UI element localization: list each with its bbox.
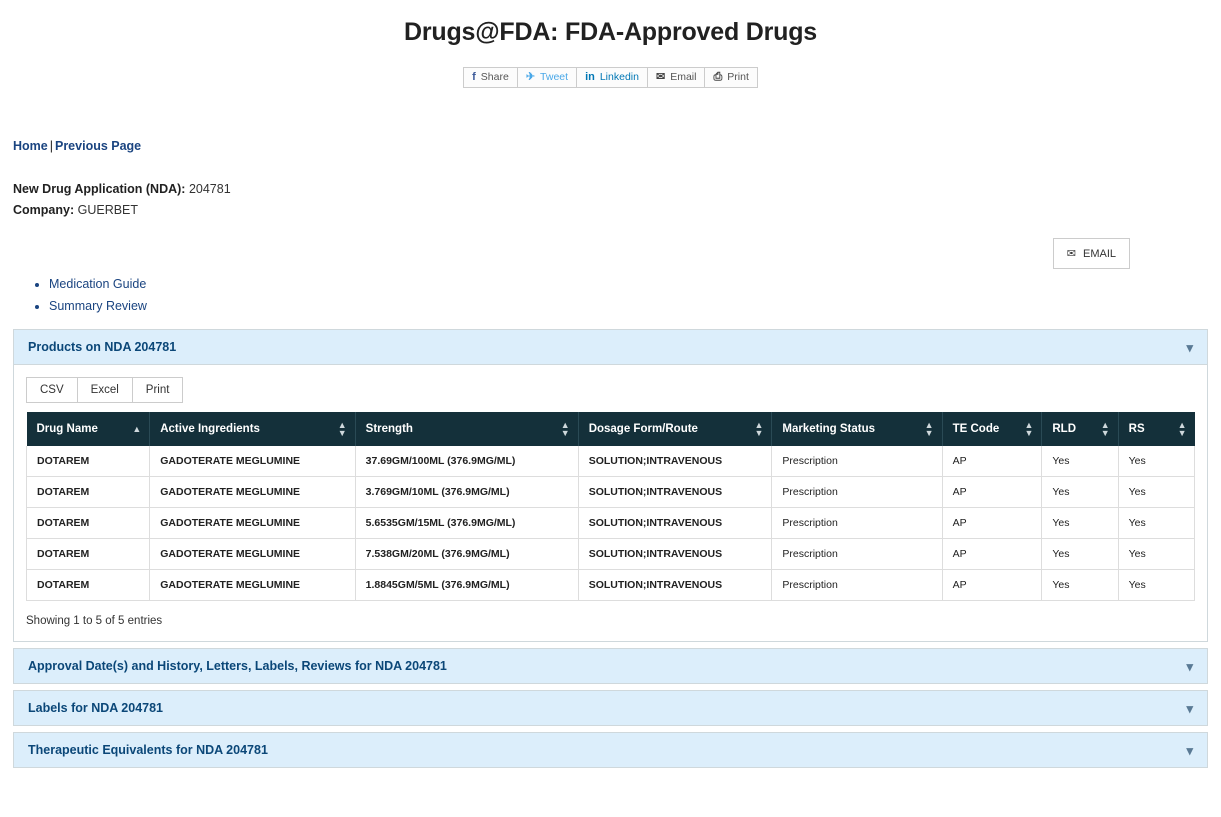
cell-rld: Yes: [1042, 446, 1118, 477]
column-label: RLD: [1052, 423, 1076, 435]
column-header-active-ingredients[interactable]: [150, 412, 355, 446]
products-panel-header[interactable]: [14, 330, 1207, 365]
cell-rs: Yes: [1118, 477, 1194, 508]
cell-dosage-form-route: SOLUTION;INTRAVENOUS: [578, 570, 772, 601]
table-header-row: [27, 412, 1195, 446]
sort-icon: ▲ ▼: [924, 420, 934, 438]
therapeutic-equivalents-panel: [13, 732, 1208, 768]
cell-te-code: AP: [942, 477, 1042, 508]
column-header-rs[interactable]: [1118, 412, 1194, 446]
cell-rld: Yes: [1042, 539, 1118, 570]
cell-dosage-form-route: SOLUTION;INTRAVENOUS: [578, 539, 772, 570]
table-entries-info: Showing 1 to 5 of 5 entries: [26, 615, 163, 627]
main-content: [0, 139, 1221, 768]
company-value: GUERBET: [77, 203, 139, 217]
products-table-body: [27, 446, 1195, 601]
labels-panel-header[interactable]: [14, 691, 1207, 725]
print-icon: ⎙: [713, 71, 723, 83]
cell-active-ingredients: GADOTERATE MEGLUMINE: [150, 477, 355, 508]
cell-drug-name: DOTAREM: [27, 539, 150, 570]
company-label: Company:: [13, 203, 75, 217]
twitter-icon: ✈: [525, 71, 536, 83]
column-header-marketing-status[interactable]: [772, 412, 942, 446]
share-email-label: Email: [670, 71, 697, 84]
cell-te-code: AP: [942, 539, 1042, 570]
labels-panel: [13, 690, 1208, 726]
share-linkedin-button[interactable]: [576, 67, 647, 88]
products-panel-body: [14, 365, 1207, 641]
products-panel-title: Products on NDA 204781: [28, 340, 177, 354]
sort-icon: ▲ ▼: [1100, 420, 1110, 438]
export-buttons: [26, 377, 1195, 403]
cell-drug-name: DOTAREM: [27, 446, 150, 477]
share-facebook-label: Share: [480, 71, 509, 84]
nda-label: New Drug Application (NDA):: [13, 182, 186, 196]
table-row: [27, 446, 1195, 477]
email-button[interactable]: [1053, 238, 1130, 269]
cell-te-code: AP: [942, 446, 1042, 477]
column-label: TE Code: [952, 423, 1000, 435]
linkedin-icon: in: [585, 71, 595, 83]
breadcrumb: [13, 139, 1208, 153]
cell-marketing-status: Prescription: [772, 477, 942, 508]
cell-dosage-form-route: SOLUTION;INTRAVENOUS: [578, 477, 772, 508]
share-print-button[interactable]: [704, 67, 757, 88]
column-label: Drug Name: [36, 423, 98, 435]
table-row: [27, 570, 1195, 601]
breadcrumb-previous-page-link[interactable]: Previous Page: [54, 139, 142, 153]
medication-guide-link[interactable]: Medication Guide: [49, 277, 147, 291]
list-item: [49, 277, 1208, 291]
nda-row: [13, 179, 1208, 200]
products-table-head: [27, 412, 1195, 446]
cell-marketing-status: Prescription: [772, 570, 942, 601]
cell-te-code: AP: [942, 570, 1042, 601]
column-label: Active Ingredients: [160, 423, 260, 435]
list-item: [49, 299, 1208, 313]
facebook-icon: f: [472, 71, 476, 83]
email-icon: ✉: [655, 71, 666, 83]
sort-icon: ▲ ▼: [754, 420, 764, 438]
envelope-icon: ✉: [1066, 248, 1076, 260]
column-header-rld[interactable]: [1042, 412, 1118, 446]
share-facebook-button[interactable]: [463, 67, 517, 88]
email-button-container: [13, 238, 1208, 269]
export-print-button[interactable]: Print: [132, 377, 184, 403]
breadcrumb-home-link[interactable]: Home: [13, 139, 48, 153]
column-header-dosage-form-route[interactable]: [578, 412, 772, 446]
document-links-list: [13, 277, 1208, 313]
export-excel-button[interactable]: Excel: [77, 377, 133, 403]
social-share-bar: [0, 67, 1221, 88]
cell-drug-name: DOTAREM: [27, 570, 150, 601]
approval-history-panel: [13, 648, 1208, 684]
cell-rld: Yes: [1042, 477, 1118, 508]
table-row: [27, 508, 1195, 539]
column-label: RS: [1128, 423, 1145, 435]
cell-drug-name: DOTAREM: [27, 477, 150, 508]
page-root: [0, 18, 1221, 768]
sort-icon: ▲ ▼: [1024, 420, 1034, 438]
approval-history-panel-header[interactable]: [14, 649, 1207, 683]
cell-dosage-form-route: SOLUTION;INTRAVENOUS: [578, 446, 772, 477]
cell-rs: Yes: [1118, 508, 1194, 539]
cell-strength: 5.6535GM/15ML (376.9MG/ML): [355, 508, 578, 539]
cell-rld: Yes: [1042, 508, 1118, 539]
cell-marketing-status: Prescription: [772, 539, 942, 570]
products-table: [26, 412, 1195, 601]
cell-rs: Yes: [1118, 570, 1194, 601]
summary-review-link[interactable]: Summary Review: [49, 299, 147, 313]
cell-te-code: AP: [942, 508, 1042, 539]
cell-rld: Yes: [1042, 570, 1118, 601]
cell-strength: 1.8845GM/5ML (376.9MG/ML): [355, 570, 578, 601]
cell-active-ingredients: GADOTERATE MEGLUMINE: [150, 570, 355, 601]
share-twitter-label: Tweet: [540, 71, 569, 84]
export-csv-button[interactable]: CSV: [26, 377, 78, 403]
cell-marketing-status: Prescription: [772, 508, 942, 539]
cell-active-ingredients: GADOTERATE MEGLUMINE: [150, 539, 355, 570]
share-twitter-button[interactable]: [517, 67, 576, 88]
breadcrumb-separator: |: [49, 139, 53, 153]
cell-strength: 3.769GM/10ML (376.9MG/ML): [355, 477, 578, 508]
cell-dosage-form-route: SOLUTION;INTRAVENOUS: [578, 508, 772, 539]
sort-icon: ▲ ▼: [337, 420, 347, 438]
column-label: Marketing Status: [782, 423, 876, 435]
chevron-down-icon[interactable]: ▾: [1186, 339, 1193, 355]
sort-icon: ▲: [132, 424, 142, 434]
share-print-label: Print: [727, 71, 749, 84]
chevron-down-icon[interactable]: ▾: [1186, 742, 1193, 758]
approval-history-panel-title: Approval Date(s) and History, Letters, Labels, Reviews for NDA 204781: [28, 659, 447, 673]
column-header-strength[interactable]: [355, 412, 578, 446]
cell-rs: Yes: [1118, 539, 1194, 570]
page-title: Drugs@FDA: FDA-Approved Drugs: [403, 18, 817, 46]
share-linkedin-label: Linkedin: [599, 71, 639, 84]
sort-icon: ▲ ▼: [1177, 420, 1187, 438]
labels-panel-title: Labels for NDA 204781: [28, 701, 164, 715]
cell-strength: 7.538GM/20ML (376.9MG/ML): [355, 539, 578, 570]
sort-icon: ▲ ▼: [560, 420, 570, 438]
table-row: [27, 539, 1195, 570]
column-label: Strength: [365, 423, 413, 435]
column-header-te-code[interactable]: [942, 412, 1042, 446]
cell-active-ingredients: GADOTERATE MEGLUMINE: [150, 508, 355, 539]
cell-marketing-status: Prescription: [772, 446, 942, 477]
column-label: Dosage Form/Route: [588, 423, 698, 435]
therapeutic-equivalents-panel-title: Therapeutic Equivalents for NDA 204781: [28, 743, 268, 757]
cell-drug-name: DOTAREM: [27, 508, 150, 539]
column-header-drug-name[interactable]: [27, 412, 150, 446]
nda-value: 204781: [188, 182, 231, 196]
cell-strength: 37.69GM/100ML (376.9MG/ML): [355, 446, 578, 477]
cell-active-ingredients: GADOTERATE MEGLUMINE: [150, 446, 355, 477]
therapeutic-equivalents-panel-header[interactable]: [14, 733, 1207, 767]
products-panel: [13, 329, 1208, 642]
chevron-down-icon[interactable]: ▾: [1186, 658, 1193, 674]
chevron-down-icon[interactable]: ▾: [1186, 700, 1193, 716]
application-meta: [13, 179, 1208, 221]
company-row: [13, 200, 1208, 221]
cell-rs: Yes: [1118, 446, 1194, 477]
table-row: [27, 477, 1195, 508]
email-button-label: EMAIL: [1082, 247, 1116, 260]
share-email-button[interactable]: [647, 67, 704, 88]
